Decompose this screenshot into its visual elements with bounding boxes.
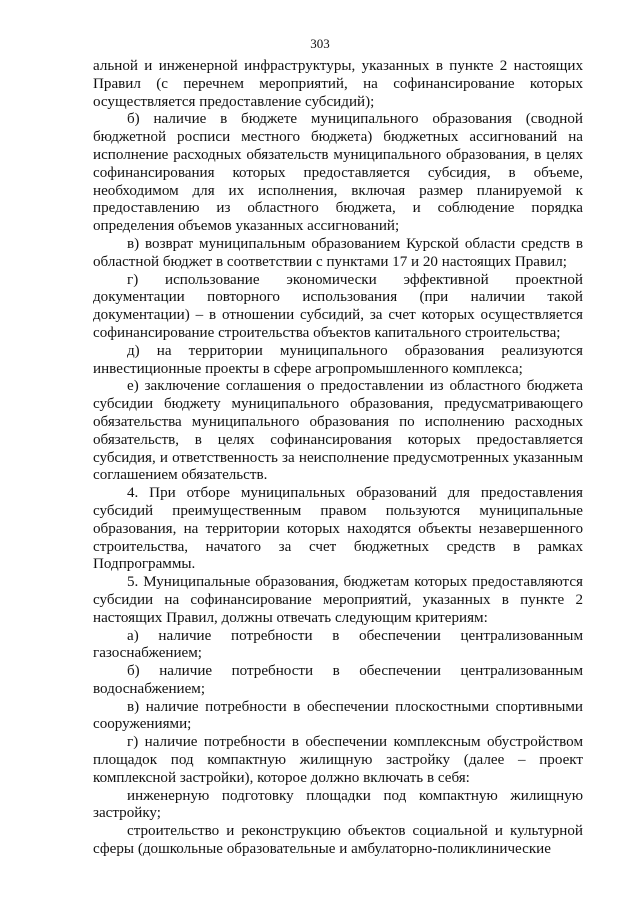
criterion-v: в) наличие потребности в обеспечении плоскостными спортивными сооружениями; xyxy=(93,698,583,733)
criterion-a: а) наличие потребности в обеспечении централизованным газоснабжением; xyxy=(93,627,583,662)
page-number: 303 xyxy=(310,36,330,51)
paragraph-continuation: альной и инженерной инфраструктуры, указанных в пункте 2 настоящих Правил (с перечнем мероприятий, на софинансирование которых осуществляется предоставление субсидий); xyxy=(93,58,583,110)
paragraph-item-e: е) заключение соглашения о предоставлении из областного бюджета субсидии бюджету муниципального образования, предусматривающего обязательства муниципального образования по исполнению расходных обязательств, в целях софинансирования которых предоставляется субсидия, и ответственность за неисполнение предусмотренных указанным соглашением обязательств. xyxy=(93,378,583,484)
paragraph-item-g: г) использование экономически эффективной проектной документации повторного использования (при наличии такой документации) – в отношении субсидий, за счет которых осуществляется софинансирование строительства объектов капитального строительства; xyxy=(93,271,583,341)
paragraph-clause-4: 4. При отборе муниципальных образований для предоставления субсидий преимущественным правом пользуются муниципальные образования, на территории которых находятся объекты незавершенного строительства, начатого за счет бюджетных средств в рамках Подпрограммы. xyxy=(93,485,583,573)
paragraph-item-d: д) на территории муниципального образования реализуются инвестиционные проекты в сфере агропромышленного комплекса; xyxy=(93,342,583,377)
criterion-g-subitem-2: строительство и реконструкцию объектов социальной и культурной сферы (дошкольные образовательные и амбулаторно-поликлинические xyxy=(93,823,583,858)
paragraph-item-b: б) наличие в бюджете муниципального образования (сводной бюджетной росписи местного бюджета) бюджетных ассигнований на исполнение расходных обязательств муниципального образования, в целях софинансирования которых предоставляется субсидия, в объеме, необходимом для их исполнения, включая размер планируемой к предоставлению из областного бюджета, и соблюдение порядка определения объемов указанных ассигнований; xyxy=(93,111,583,235)
paragraph-clause-5: 5. Муниципальные образования, бюджетам которых предоставляются субсидии на софинансирование мероприятий, указанных в пункте 2 настоящих Правил, должны отвечать следующим критериям: xyxy=(93,574,583,626)
document-body xyxy=(93,58,583,859)
criterion-g-subitem-1: инженерную подготовку площадки под компактную жилищную застройку; xyxy=(93,787,583,822)
criterion-b: б) наличие потребности в обеспечении централизованным водоснабжением; xyxy=(93,663,583,697)
paragraph-item-v: в) возврат муниципальным образованием Курской области средств в областной бюджет в соответствии с пунктами 17 и 20 настоящих Правил; xyxy=(93,235,583,270)
criterion-g: г) наличие потребности в обеспечении комплексным обустройством площадок под компактную жилищную застройку (далее – проект комплексной застройки), которое должно включать в себя: xyxy=(93,734,583,786)
